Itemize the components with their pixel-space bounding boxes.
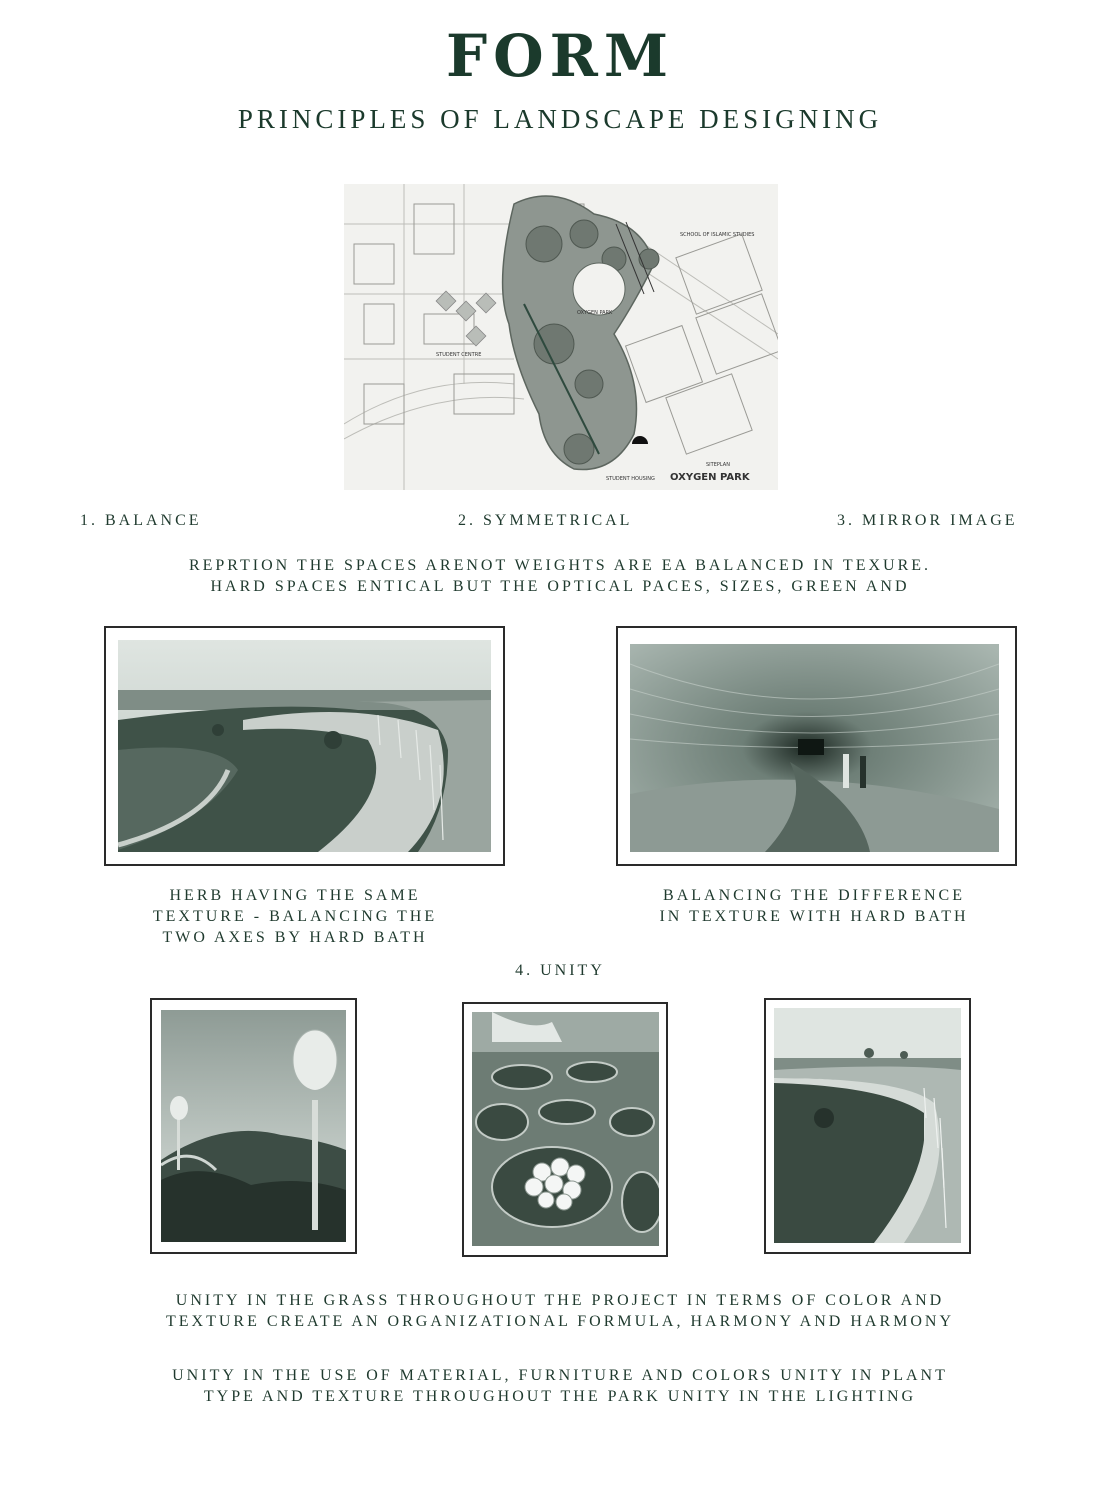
page-subtitle: PRINCIPLES OF LANDSCAPE DESIGNING (237, 104, 883, 134)
caption-left-line-3: TWO AXES BY HARD BATH (162, 929, 428, 946)
photo-ramp (118, 640, 491, 852)
caption-right-line-2: IN TEXTURE WITH HARD BATH (659, 908, 969, 925)
paragraph-top-line-2: HARD SPACES ENTICAL BUT THE OPTICAL PACES, SIZES, GREEN AND (210, 578, 910, 595)
paragraph-unity-1-line-1: UNITY IN THE GRASS THROUGHOUT THE PROJECT IN TERMS OF COLOR AND (175, 1292, 945, 1309)
page-title: FORM (445, 22, 675, 90)
paragraph-unity-2-line-1: UNITY IN THE USE OF MATERIAL, FURNITURE AND COLORS UNITY IN PLANT (172, 1367, 948, 1384)
siteplan-label-school: SCHOOL OF ISLAMIC STUDIES (680, 232, 755, 238)
photo-aerial (472, 1012, 659, 1246)
principle-mirror-image: 3. MIRROR IMAGE (837, 512, 1018, 529)
caption-left-line-1: HERB HAVING THE SAME (169, 887, 421, 904)
photo-tunnel (630, 644, 999, 852)
principle-balance: 1. BALANCE (80, 512, 202, 529)
paragraph-top (0, 555, 1120, 597)
caption-left (104, 885, 486, 948)
siteplan-title: OXYGEN PARK (670, 472, 750, 483)
paragraph-unity-1-line-2: TEXTURE CREATE AN ORGANIZATIONAL FORMULA, HARMONY AND HARMONY (165, 1313, 955, 1330)
siteplan-image (344, 184, 778, 490)
caption-left-line-2: TEXTURE - BALANCING THE (152, 908, 438, 925)
siteplan-label-student-centre: STUDENT CENTRE (436, 352, 482, 358)
paragraph-unity-2-line-2: TYPE AND TEXTURE THROUGHOUT THE PARK UNITY IN THE LIGHTING (203, 1388, 917, 1405)
photo-lamps (161, 1010, 346, 1242)
principle-symmetrical: 2. SYMMETRICAL (458, 512, 633, 529)
photo-ramp-close (774, 1008, 961, 1243)
caption-right-line-1: BALANCING THE DIFFERENCE (663, 887, 965, 904)
paragraph-unity-2 (0, 1365, 1120, 1407)
siteplan-label-student-housing: STUDENT HOUSING (606, 476, 655, 482)
caption-right (610, 885, 1018, 927)
siteplan-tag: SITEPLAN (706, 462, 730, 468)
paragraph-top-line-1: REPRTION THE SPACES ARENOT WEIGHTS ARE EA BALANCED IN TEXURE. (188, 557, 932, 574)
paragraph-unity-1 (0, 1290, 1120, 1332)
unity-heading: 4. UNITY (515, 962, 605, 979)
siteplan-label-park: OXYGEN PARK (577, 310, 613, 316)
